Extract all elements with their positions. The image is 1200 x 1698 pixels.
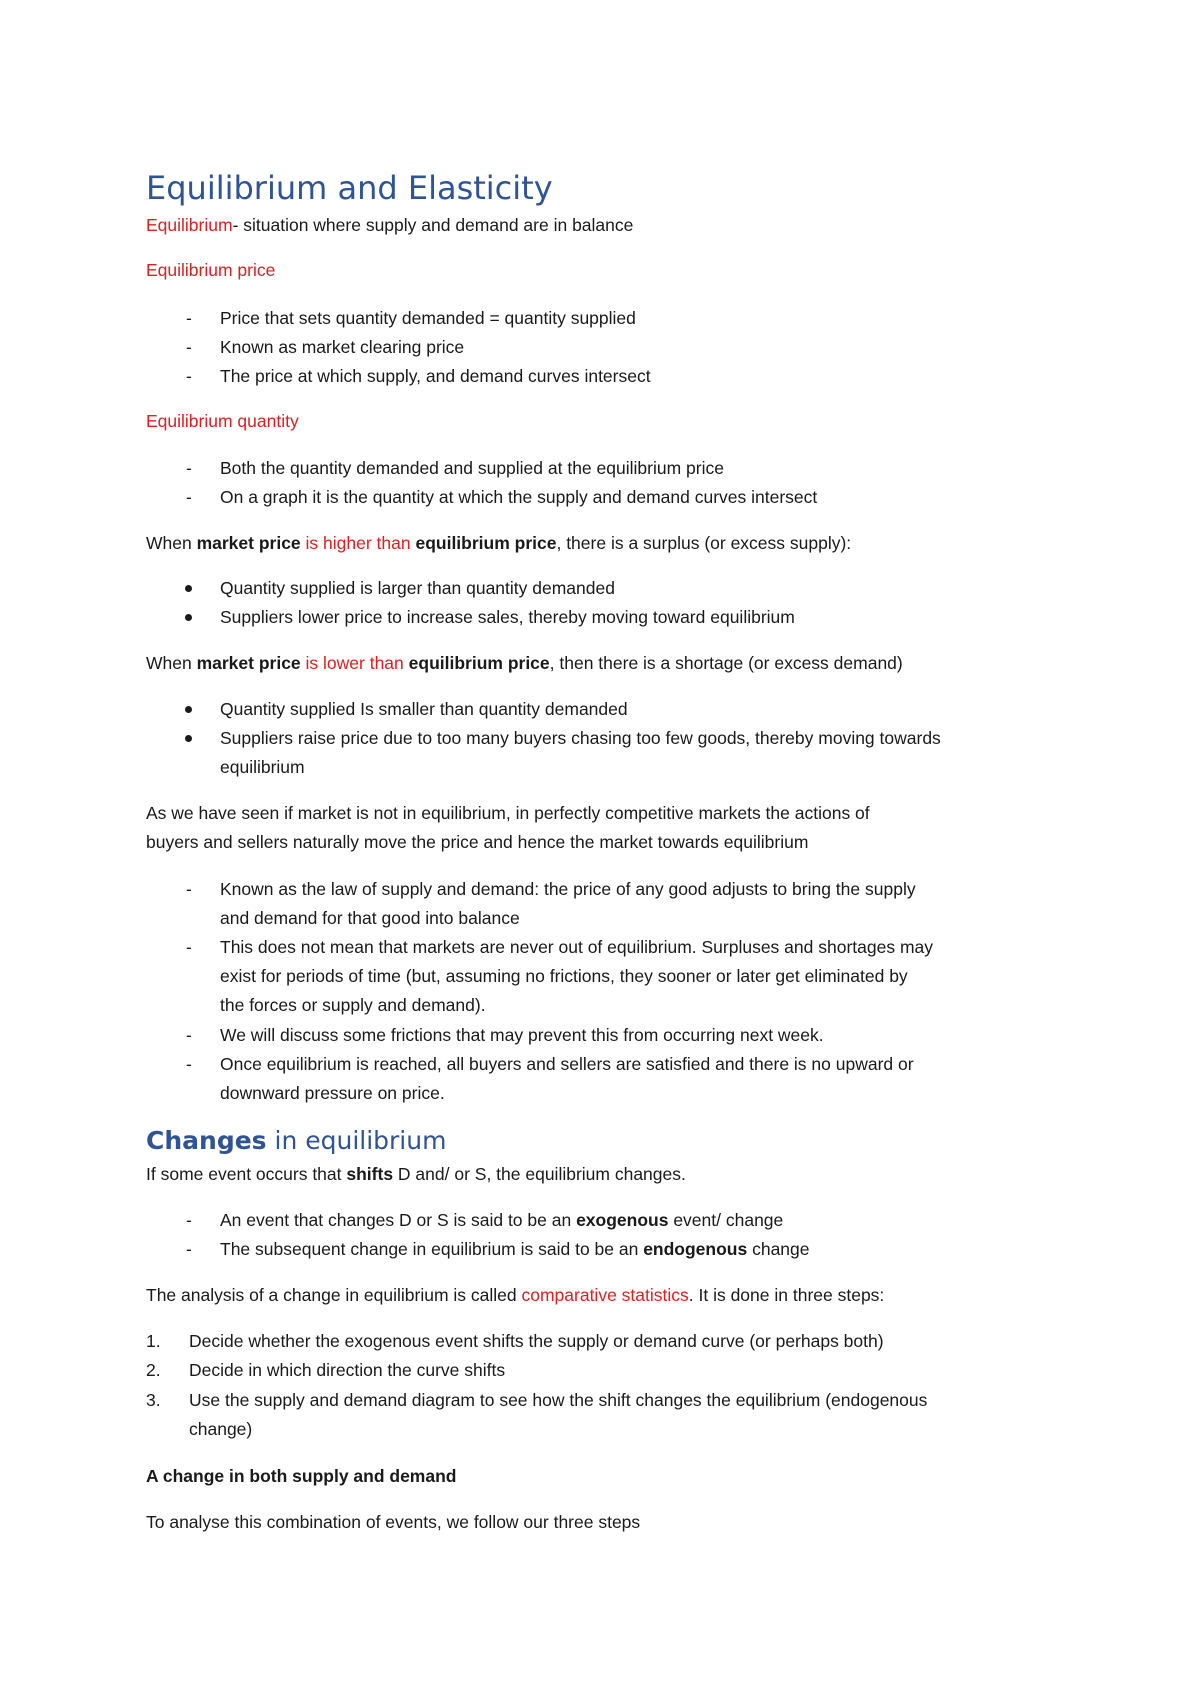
shortage-bold-market-price: market price <box>196 653 301 673</box>
changes-item-bold: endogenous <box>643 1239 748 1259</box>
step-number: 3. <box>146 1390 161 1410</box>
dash-marker: - <box>186 1054 192 1074</box>
competitive-item: Known as the law of supply and demand: the price of any good adjusts to bring the supply <box>220 879 916 899</box>
section-heading-bold: Changes <box>146 1126 267 1155</box>
step-item-continued: change) <box>189 1419 253 1439</box>
changes-intro-text: D and/ or S, the equilibrium changes. <box>393 1164 686 1184</box>
eq-price-heading: Equilibrium price <box>146 260 276 280</box>
surplus-red-phrase: is higher than <box>300 533 416 553</box>
dash-marker: - <box>186 1210 192 1230</box>
subheading <box>146 1465 456 1487</box>
competitive-item: Once equilibrium is reached, all buyers and sellers are satisfied and there is no upward or <box>220 1054 914 1074</box>
bullet-dot-icon <box>185 706 192 713</box>
changes-item <box>220 1238 810 1260</box>
analysis-paragraph <box>146 1284 884 1306</box>
eq-price-item: The price at which supply, and demand curves intersect <box>220 366 651 386</box>
analysis-text: The analysis of a change in equilibrium is called <box>146 1285 522 1305</box>
competitive-paragraph-line: As we have seen if market is not in equilibrium, in perfectly competitive markets the actions of <box>146 803 870 823</box>
dash-marker: - <box>186 337 192 357</box>
dash-marker: - <box>186 458 192 478</box>
shortage-paragraph <box>146 652 903 674</box>
bullet-dot-icon <box>185 735 192 742</box>
eq-quantity-item: On a graph it is the quantity at which the supply and demand curves intersect <box>220 487 818 507</box>
subheading-text: A change in both supply and demand <box>146 1466 457 1486</box>
bullet-dot-icon <box>185 614 192 621</box>
changes-item-text: change <box>747 1239 810 1259</box>
competitive-item: This does not mean that markets are never out of equilibrium. Surpluses and shortages may <box>220 937 934 957</box>
bullet-dot-icon <box>185 585 192 592</box>
shortage-item-continued: equilibrium <box>220 757 305 777</box>
surplus-item: Quantity supplied is larger than quantity demanded <box>220 578 615 598</box>
eq-quantity-heading: Equilibrium quantity <box>146 411 299 431</box>
dash-marker: - <box>186 366 192 386</box>
dash-marker: - <box>186 937 192 957</box>
eq-quantity-item: Both the quantity demanded and supplied at the equilibrium price <box>220 458 724 478</box>
definition-line <box>146 214 633 236</box>
changes-item <box>220 1209 783 1231</box>
dash-marker: - <box>186 1025 192 1045</box>
changes-item-text: An event that changes D or S is said to be an <box>220 1210 577 1230</box>
step-number: 2. <box>146 1360 161 1380</box>
competitive-item: and demand for that good into balance <box>220 908 520 928</box>
step-item: Decide whether the exogenous event shifts the supply or demand curve (or perhaps both) <box>189 1331 884 1351</box>
competitive-item: downward pressure on price. <box>220 1083 445 1103</box>
closing-paragraph: To analyse this combination of events, we follow our three steps <box>146 1512 641 1532</box>
dash-marker: - <box>186 1239 192 1259</box>
competitive-item: the forces or supply and demand). <box>220 995 486 1015</box>
competitive-item: exist for periods of time (but, assuming no frictions, they sooner or later get eliminated by <box>220 966 908 986</box>
surplus-item: Suppliers lower price to increase sales, thereby moving toward equilibrium <box>220 607 795 627</box>
dash-marker: - <box>186 487 192 507</box>
changes-item-bold: exogenous <box>576 1210 669 1230</box>
dash-marker: - <box>186 308 192 328</box>
surplus-paragraph <box>146 532 851 554</box>
shortage-item: Suppliers raise price due to too many buyers chasing too few goods, thereby moving towards <box>220 728 941 748</box>
surplus-text: , there is a surplus (or excess supply): <box>556 533 852 553</box>
competitive-paragraph-line: buyers and sellers naturally move the price and hence the market towards equilibrium <box>146 832 809 852</box>
shortage-red-phrase: is lower than <box>300 653 409 673</box>
definition-text: - situation where supply and demand are in balance <box>232 215 634 235</box>
page-title: Equilibrium and Elasticity <box>146 169 553 207</box>
step-item: Decide in which direction the curve shifts <box>189 1360 506 1380</box>
analysis-text: . It is done in three steps: <box>688 1285 885 1305</box>
changes-intro-text: If some event occurs that <box>146 1164 347 1184</box>
surplus-bold-equilibrium-price: equilibrium price <box>415 533 557 553</box>
step-number: 1. <box>146 1331 161 1351</box>
analysis-red-term: comparative statistics <box>521 1285 689 1305</box>
changes-item-text: The subsequent change in equilibrium is said to be an <box>220 1239 644 1259</box>
shortage-text: When <box>146 653 197 673</box>
eq-price-item: Known as market clearing price <box>220 337 465 357</box>
changes-intro-bold: shifts <box>346 1164 394 1184</box>
surplus-bold-market-price: market price <box>196 533 301 553</box>
changes-item-text: event/ change <box>668 1210 784 1230</box>
competitive-item: We will discuss some frictions that may prevent this from occurring next week. <box>220 1025 824 1045</box>
eq-price-item: Price that sets quantity demanded = quantity supplied <box>220 308 636 328</box>
section-heading <box>146 1125 446 1157</box>
shortage-text: , then there is a shortage (or excess demand) <box>549 653 903 673</box>
section-heading-rest: in equilibrium <box>266 1126 447 1155</box>
definition-term: Equilibrium <box>146 215 233 235</box>
shortage-item: Quantity supplied Is smaller than quantity demanded <box>220 699 628 719</box>
dash-marker: - <box>186 879 192 899</box>
surplus-text: When <box>146 533 197 553</box>
step-item: Use the supply and demand diagram to see how the shift changes the equilibrium (endogenous <box>189 1390 928 1410</box>
changes-intro <box>146 1163 686 1185</box>
shortage-bold-equilibrium-price: equilibrium price <box>408 653 550 673</box>
